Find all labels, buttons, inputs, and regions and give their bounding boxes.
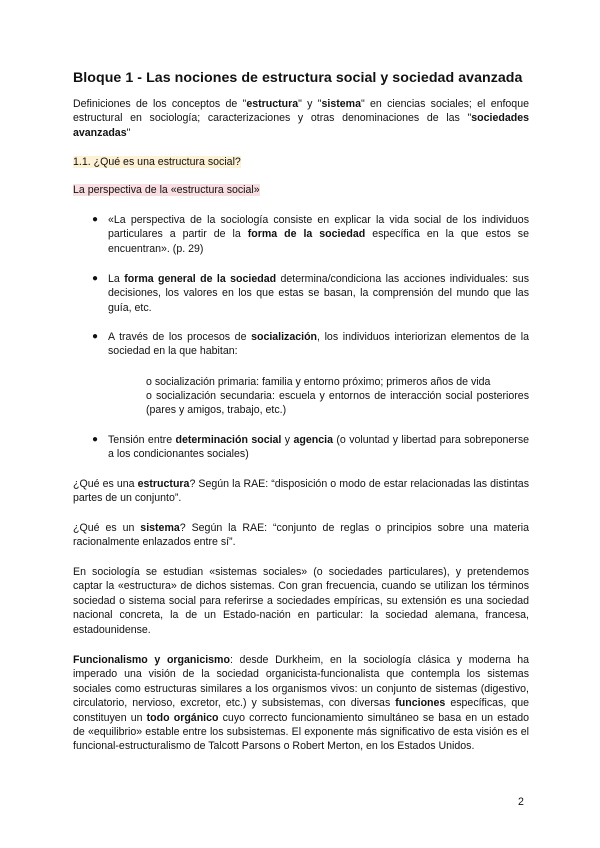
funcionalismo-text-2: específicas, que constituyen un	[73, 697, 529, 724]
bullet-3-bold: socialización	[251, 331, 318, 343]
estructura-text-1: ¿Qué es una	[73, 478, 138, 490]
bullet-2-bold: forma general de la sociedad	[124, 273, 277, 285]
bullet-3-text-2: , los individuos interiorizan elementos de la sociedad en la que habitan:	[108, 331, 529, 358]
funcionalismo-bold-3: todo orgánico	[146, 711, 219, 724]
sistema-text-1: ¿Qué es un	[73, 522, 141, 534]
bullet-4-text-1: Tensión entre	[108, 434, 176, 446]
bullet-icon: ●	[92, 434, 99, 445]
bullet-1-text-2: específica en la que estos se encuentran». (p. 29)	[108, 228, 529, 255]
section-heading-text: 1.1. ¿Qué es una estructura social?	[73, 156, 241, 168]
page-title: Bloque 1 - Las nociones de estructura social y sociedad avanzada	[73, 70, 523, 86]
bullet-2-text-1: La	[108, 273, 125, 285]
sub-list-item: o socialización primaria: familia y entorno próximo; primeros años de vida	[146, 376, 491, 388]
funcionalismo-bold-2: funciones	[395, 697, 446, 710]
intro-bold-sociedades: sociedades avanzadas	[73, 112, 529, 139]
intro-text-3: " en ciencias sociales; el enfoque estructural en sociología; caracterizaciones y otras denominaciones de las "	[73, 98, 529, 125]
bullet-2-text-2: determina/condiciona las acciones individuales: sus decisiones, los valores en los que estas se basan, la comprensión del mundo que las guía, etc.	[108, 273, 529, 314]
intro-text-2: " y "	[298, 98, 322, 110]
sistema-bold: sistema	[140, 522, 180, 534]
bullet-4-text-2: y	[281, 434, 294, 446]
intro-paragraph	[73, 97, 529, 140]
bullet-text	[108, 213, 529, 256]
bullet-3-text-1: A través de los procesos de	[108, 331, 252, 343]
intro-text-1: Definiciones de los conceptos de "	[73, 98, 247, 110]
bullet-icon: ●	[92, 273, 99, 284]
bullet-icon: ●	[92, 214, 99, 225]
bullet-text	[108, 272, 529, 315]
page-number: 2	[518, 796, 524, 808]
estructura-text-2: ? Según la RAE: “disposición o modo de estar relacionadas las distintas partes de un conjunto”.	[73, 478, 529, 505]
funcionalismo-text-3: cuyo correcto funcionamiento simultáneo se basa en un estado de «equilibrio» estable entre los subsistemas. El exponente más significativo de esta visión es el funcional-estructuralismo de Talcott Parsons o Robert Merton, en los Estados Unidos.	[73, 711, 530, 753]
bullet-4-bold-1: determinación social	[175, 434, 282, 446]
bullet-text	[108, 433, 529, 462]
subsection-heading-text: La perspectiva de la «estructura social»	[73, 184, 260, 196]
bullet-1-text-1: «La perspectiva de la sociología consiste en explicar la vida social de los individuos particulares a partir de la	[108, 214, 529, 241]
bullet-icon: ●	[92, 331, 99, 342]
bullet-4-text-3: (o voluntad y libertad para sobreponerse a los condicionantes sociales)	[108, 434, 530, 461]
intro-bold-sistema: sistema	[321, 98, 361, 110]
funcionalismo-bold-1: Funcionalismo y organicismo	[73, 654, 230, 666]
intro-bold-estructura: estructura	[246, 98, 299, 110]
estructura-bold: estructura	[137, 478, 190, 490]
intro-text-4: "	[126, 126, 131, 139]
sistema-text-2: ? Según la RAE: “conjunto de reglas o principios sobre una materia racionalmente enlazados entre sí”.	[73, 522, 529, 549]
bullet-text	[108, 330, 529, 359]
paragraph-estructura	[73, 477, 529, 506]
bullet-1-bold: forma de la sociedad	[247, 228, 366, 241]
paragraph-sociologia: En sociología se estudian «sistemas sociales» (o sociedades particulares), y pretendemos captar la «estructura» de dichos sistemas. Con gran frecuencia, cuando se utilizan los términos sociedad o sistema social para referirse a sociedades empíricas, su extensión es una sociedad nacional concreta, la de un Estado-nación en particular: la sociedad alemana, francesa, estadounidense.	[73, 566, 529, 636]
bullet-4-bold-2: agencia	[293, 434, 333, 446]
paragraph-funcionalismo	[73, 653, 529, 754]
funcionalismo-text-1: : desde Durkheim, en la sociología clásica y moderna ha imperado una visión de la sociedad organicista-funcionalista que contempla los sistemas sociales como estructuras similares a los organismos vivos: un conjunto de sistemas (digestivo, circulatorio, nervioso, excretor, etc.) y subsistemas, con diversas	[73, 654, 529, 710]
subsection-heading	[73, 183, 260, 197]
section-heading	[73, 155, 241, 169]
paragraph-sistema	[73, 521, 529, 550]
sub-list-item: o socialización secundaria: escuela y entornos de interacción social posteriores (pares y amigos, trabajo, etc.)	[146, 390, 529, 417]
